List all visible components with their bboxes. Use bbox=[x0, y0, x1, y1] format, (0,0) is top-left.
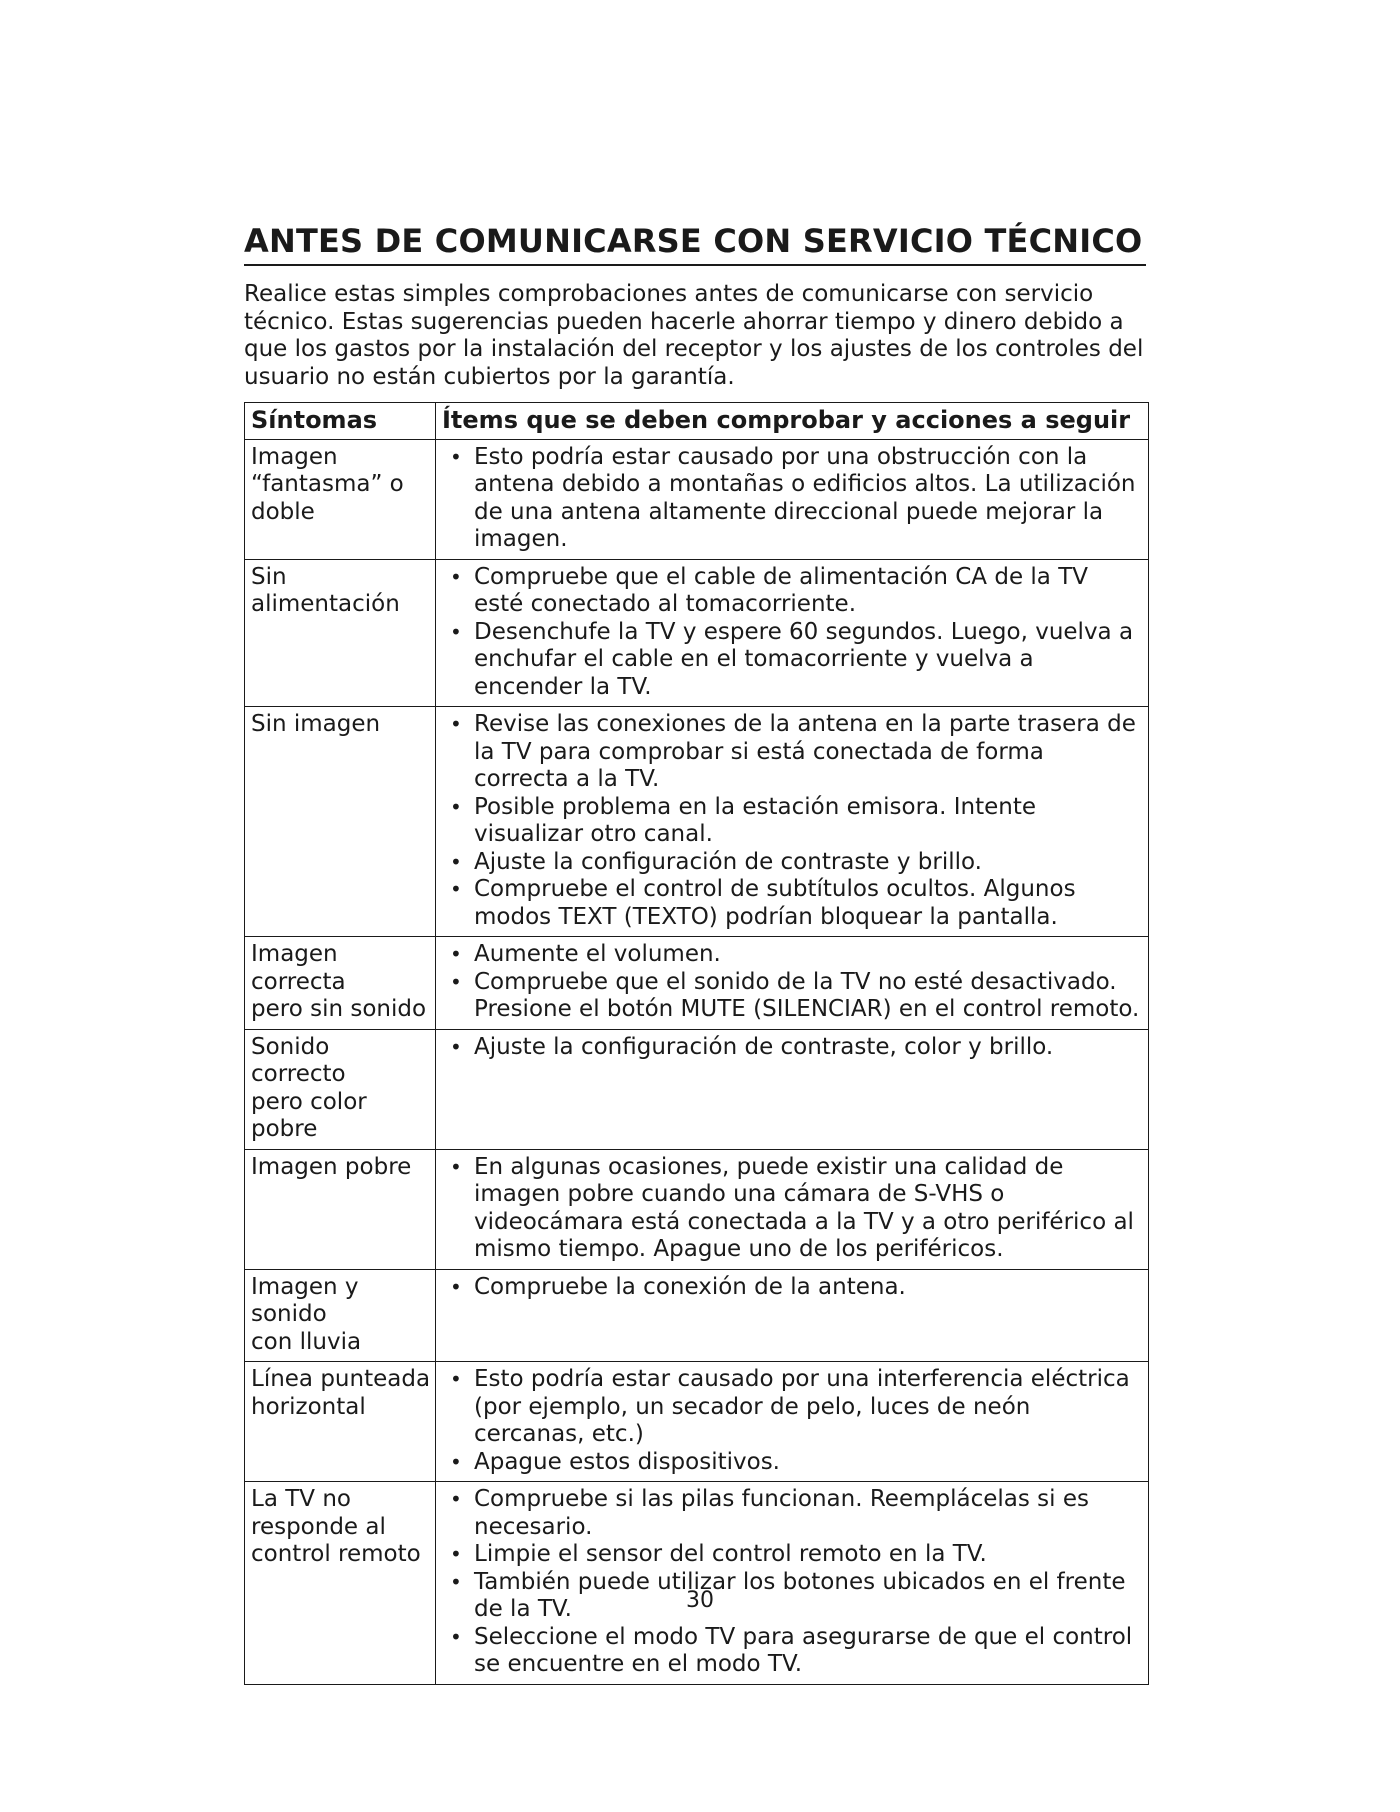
list-item bbox=[442, 794, 1144, 849]
list-item bbox=[442, 564, 1144, 619]
bullet-icon: • bbox=[450, 1624, 462, 1649]
page-title: ANTES DE COMUNICARSE CON SERVICIO TÉCNICO bbox=[244, 222, 1146, 266]
list-item bbox=[442, 941, 1144, 969]
list-item bbox=[442, 1541, 1144, 1569]
actions-cell bbox=[436, 439, 1149, 559]
symptom-cell: Sonido correcto pero color pobre bbox=[245, 1029, 436, 1149]
troubleshooting-table bbox=[244, 402, 1149, 1685]
list-item bbox=[442, 876, 1144, 931]
intro-paragraph: Realice estas simples comprobaciones antes de comunicarse con servicio técnico. Estas sugerencias pueden hacerle ahorrar tiempo y dinero debido a que los gastos por la instalación del receptor y los ajustes de los controles del usuario no están cubiertos por la garantía. bbox=[244, 281, 1144, 390]
list-item bbox=[442, 849, 1144, 877]
symptom-cell: Imagen “fantasma” o doble bbox=[245, 439, 436, 559]
table-body bbox=[245, 439, 1149, 1684]
table-row bbox=[245, 1149, 1149, 1269]
list-item bbox=[442, 1154, 1144, 1264]
list-item bbox=[442, 444, 1144, 554]
list-item bbox=[442, 1624, 1144, 1679]
actions-cell bbox=[436, 1482, 1149, 1685]
table-row bbox=[245, 559, 1149, 707]
action-text: Apague estos dispositivos. bbox=[474, 1448, 780, 1475]
bullet-icon: • bbox=[450, 877, 462, 901]
actions-list bbox=[442, 1034, 1144, 1062]
action-text: Ajuste la configuración de contraste y brillo. bbox=[474, 848, 982, 875]
action-text: En algunas ocasiones, puede existir una calidad de imagen pobre cuando una cámara de S-VHS o videocámara está conectada a la TV y a otro periférico al mismo tiempo. Apague uno de los periféricos. bbox=[474, 1153, 1134, 1262]
actions-cell bbox=[436, 1029, 1149, 1149]
action-text: Compruebe el control de subtítulos ocultos. Algunos modos TEXT (TEXTO) podrían bloquear la pantalla. bbox=[474, 876, 1076, 930]
symptom-cell: Línea punteada horizontal bbox=[245, 1362, 436, 1482]
action-text: Limpie el sensor del control remoto en la TV. bbox=[474, 1541, 987, 1567]
actions-cell bbox=[436, 1149, 1149, 1269]
action-text: Aumente el volumen. bbox=[474, 941, 721, 967]
actions-cell bbox=[436, 559, 1149, 707]
list-item bbox=[442, 619, 1144, 702]
table-row bbox=[245, 1269, 1149, 1362]
bullet-icon: • bbox=[450, 1449, 462, 1474]
bullet-icon: • bbox=[450, 1034, 462, 1059]
header-symptoms: Síntomas bbox=[245, 403, 436, 440]
bullet-icon: • bbox=[450, 1274, 462, 1299]
actions-cell bbox=[436, 1269, 1149, 1362]
symptom-cell: Sin alimentación bbox=[245, 559, 436, 707]
list-item bbox=[442, 1449, 1144, 1477]
actions-list bbox=[442, 1154, 1144, 1264]
bullet-icon: • bbox=[450, 1487, 462, 1511]
symptom-cell: Imagen y sonido con lluvia bbox=[245, 1269, 436, 1362]
table-header-row bbox=[245, 403, 1149, 440]
bullet-icon: • bbox=[450, 564, 462, 589]
table-row bbox=[245, 1029, 1149, 1149]
table-row bbox=[245, 1362, 1149, 1482]
list-item bbox=[442, 1366, 1144, 1449]
actions-cell bbox=[436, 937, 1149, 1030]
actions-list bbox=[442, 564, 1144, 702]
table-row bbox=[245, 937, 1149, 1030]
symptom-cell: Imagen pobre bbox=[245, 1149, 436, 1269]
bullet-icon: • bbox=[450, 1542, 462, 1566]
action-text: Esto podría estar causado por una obstrucción con la antena debido a montañas o edificios altos. La utilización de una antena altamente direccional puede mejorar la imagen. bbox=[474, 443, 1136, 552]
action-text: Revise las conexiones de la antena en la parte trasera de la TV para comprobar si está conectada de forma correcta a la TV. bbox=[474, 711, 1136, 792]
bullet-icon: • bbox=[450, 849, 462, 874]
list-item bbox=[442, 1486, 1144, 1541]
header-actions: Ítems que se deben comprobar y acciones a seguir bbox=[436, 403, 1149, 440]
actions-list bbox=[442, 941, 1144, 1024]
symptom-cell: La TV no responde al control remoto bbox=[245, 1482, 436, 1685]
table-row bbox=[245, 1482, 1149, 1685]
action-text: Seleccione el modo TV para asegurarse de que el control se encuentre en el modo TV. bbox=[474, 1623, 1133, 1677]
table-row bbox=[245, 439, 1149, 559]
bullet-icon: • bbox=[450, 619, 462, 644]
action-text: Compruebe si las pilas funcionan. Reemplácelas si es necesario. bbox=[474, 1486, 1089, 1540]
symptom-cell: Imagen correcta pero sin sonido bbox=[245, 937, 436, 1030]
action-text: Posible problema en la estación emisora. Intente visualizar otro canal. bbox=[474, 793, 1037, 847]
list-item bbox=[442, 1034, 1144, 1062]
bullet-icon: • bbox=[450, 942, 462, 966]
actions-list bbox=[442, 444, 1144, 554]
action-text: Desenchufe la TV y espere 60 segundos. Luego, vuelva a enchufar el cable en el tomacorriente y vuelva a encender la TV. bbox=[474, 618, 1134, 700]
action-text: Esto podría estar causado por una interferencia eléctrica (por ejemplo, un secador de pelo, luces de neón cercanas, etc.) bbox=[474, 1366, 1130, 1447]
action-text: También puede utilizar los botones ubicados en el frente de la TV. bbox=[474, 1568, 1126, 1622]
bullet-icon: • bbox=[450, 794, 462, 819]
list-item bbox=[442, 969, 1144, 1024]
bullet-icon: • bbox=[450, 1367, 462, 1391]
bullet-icon: • bbox=[450, 969, 462, 994]
bullet-icon: • bbox=[450, 712, 462, 736]
action-text: Compruebe la conexión de la antena. bbox=[474, 1273, 906, 1300]
actions-list bbox=[442, 1486, 1144, 1679]
table-row bbox=[245, 707, 1149, 937]
actions-list bbox=[442, 711, 1144, 931]
bullet-icon: • bbox=[450, 1154, 462, 1179]
bullet-icon: • bbox=[450, 1569, 462, 1594]
actions-list bbox=[442, 1274, 1144, 1302]
bullet-icon: • bbox=[450, 444, 462, 469]
action-text: Compruebe que el cable de alimentación CA de la TV esté conectado al tomacorriente. bbox=[474, 563, 1088, 617]
list-item bbox=[442, 1274, 1144, 1302]
list-item bbox=[442, 711, 1144, 794]
symptom-cell: Sin imagen bbox=[245, 707, 436, 937]
actions-list bbox=[442, 1366, 1144, 1476]
action-text: Compruebe que el sonido de la TV no esté desactivado. Presione el botón MUTE (SILENCIAR) en el control remoto. bbox=[474, 968, 1140, 1022]
page-number: 30 bbox=[686, 1588, 714, 1613]
actions-cell bbox=[436, 707, 1149, 937]
actions-cell bbox=[436, 1362, 1149, 1482]
action-text: Ajuste la configuración de contraste, color y brillo. bbox=[474, 1033, 1054, 1060]
